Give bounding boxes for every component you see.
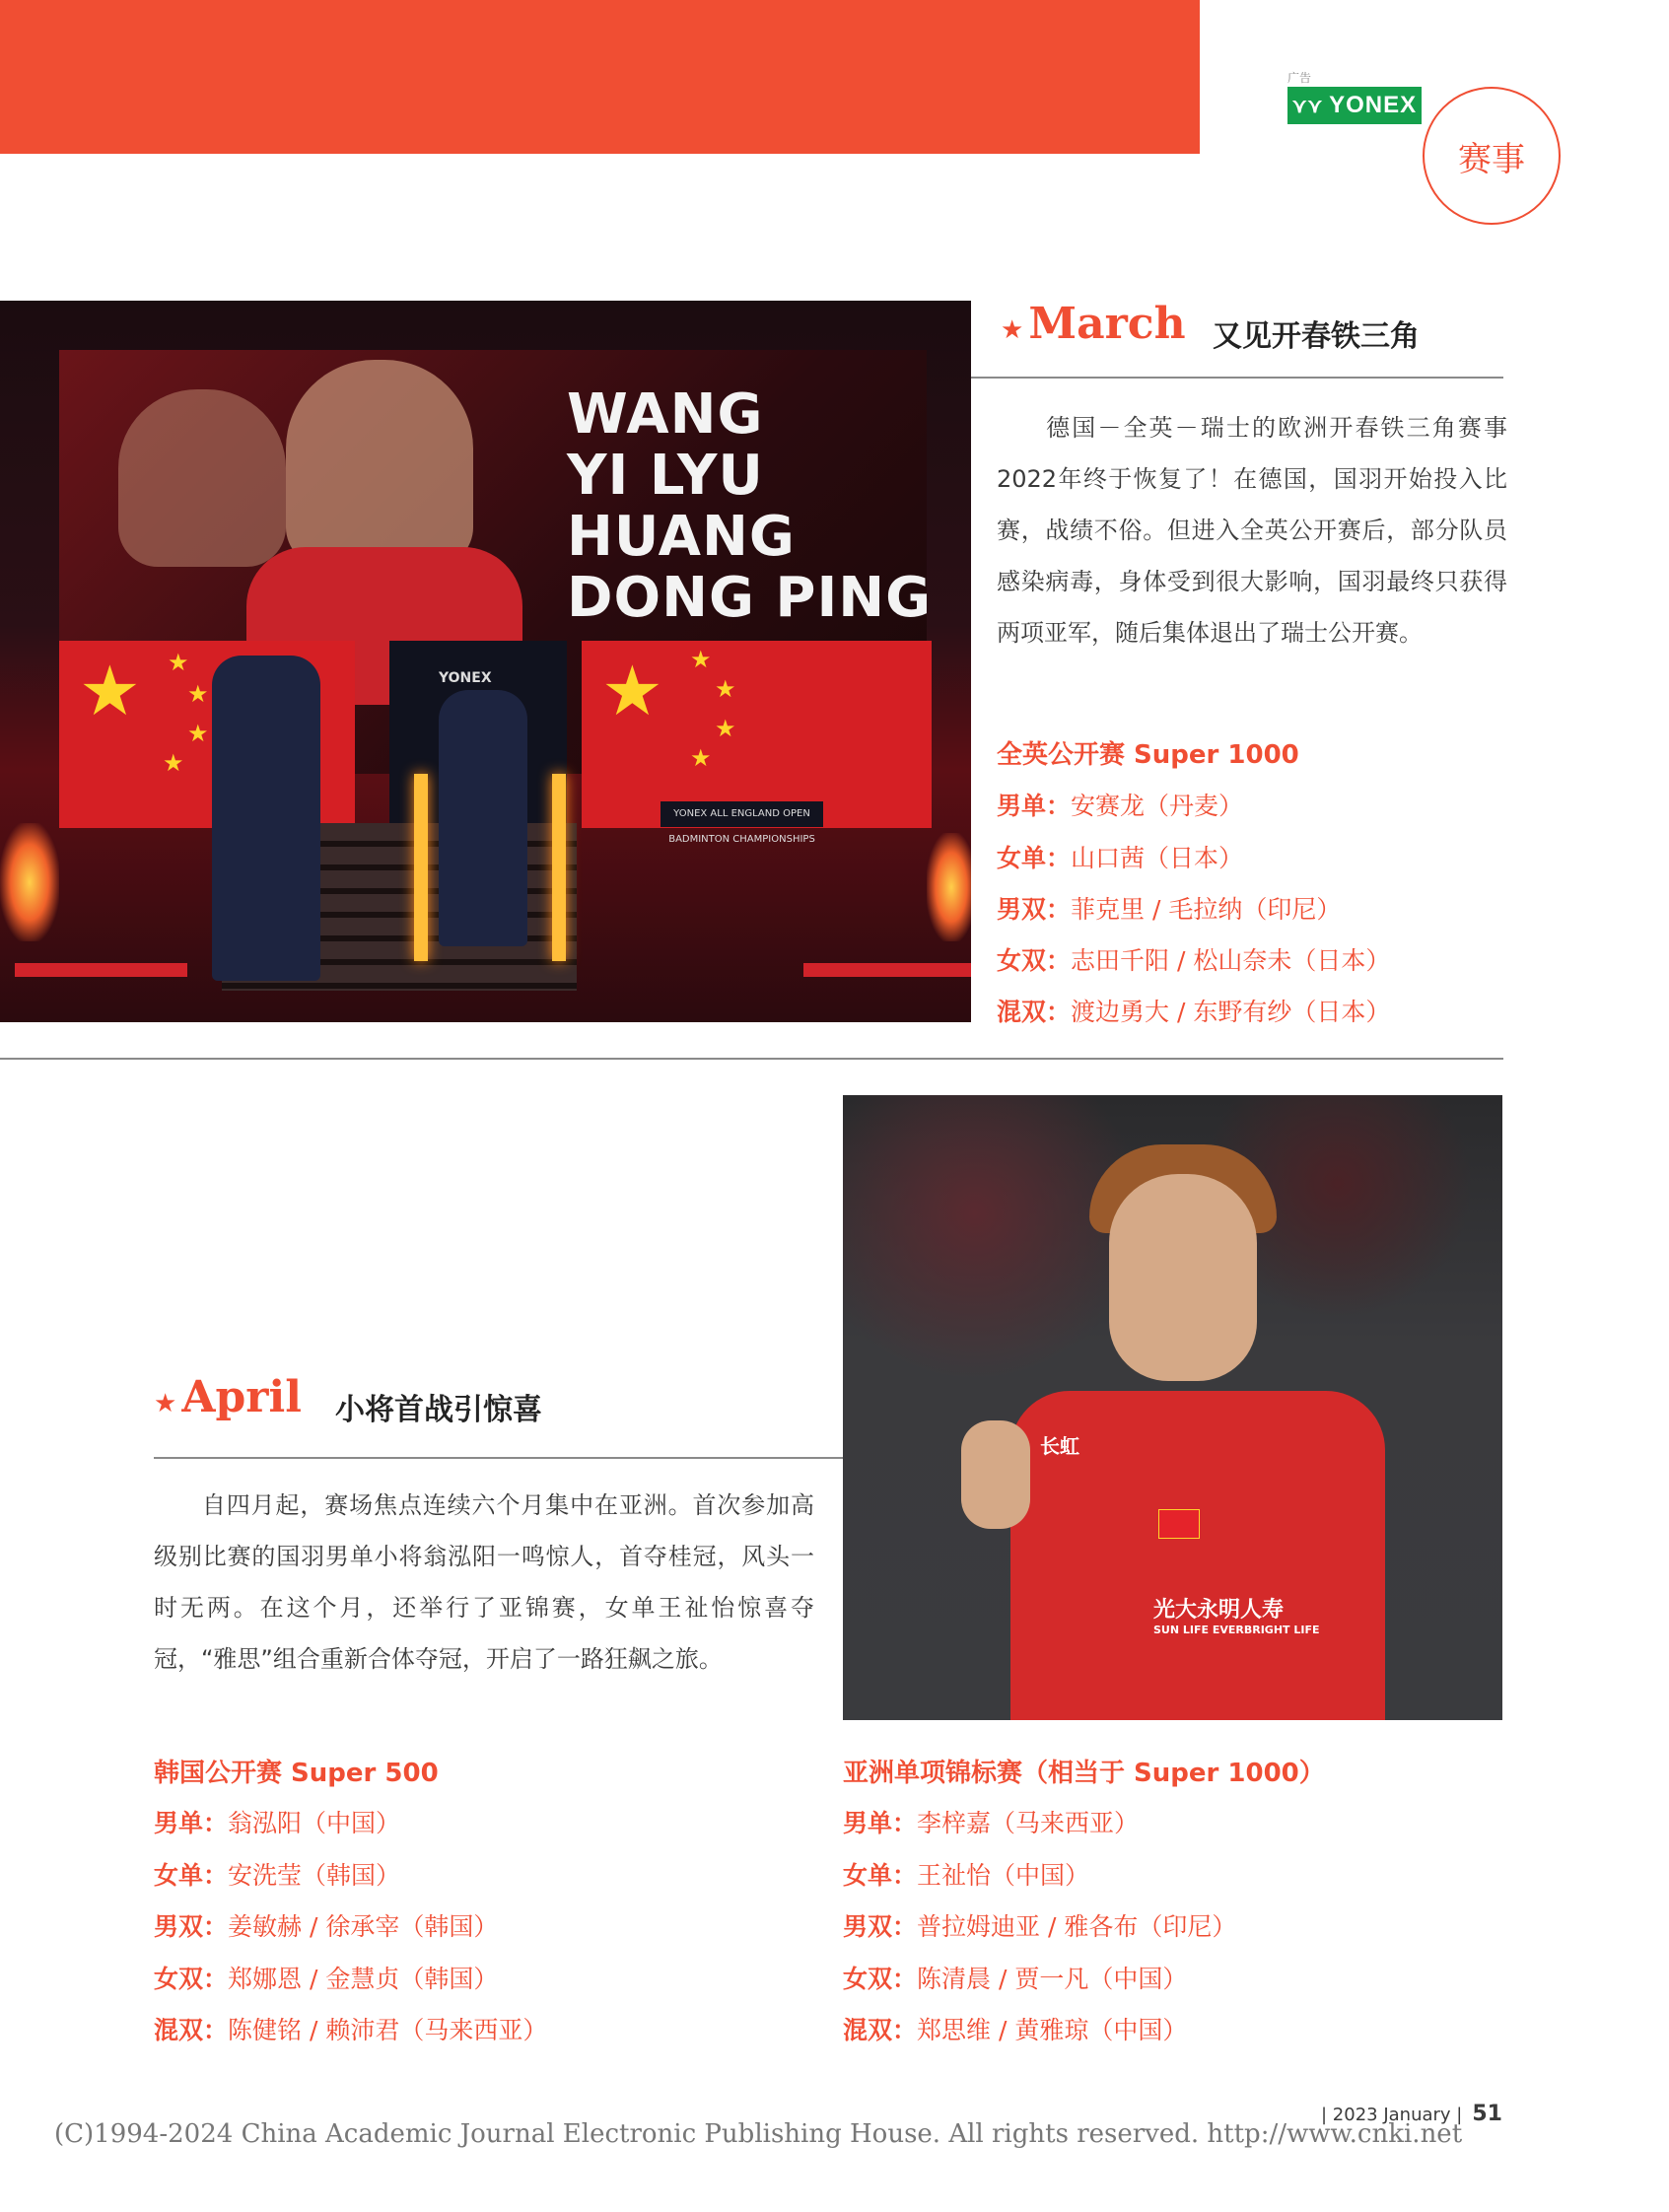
name-line: HUANG — [567, 505, 796, 569]
march-divider — [971, 377, 1503, 379]
march-title: 又见开春铁三角 — [1213, 319, 1420, 354]
flag-star-icon: ★ — [715, 675, 736, 703]
star-icon: ★ — [1001, 315, 1024, 345]
april-body — [154, 1480, 814, 1685]
result-value: 李梓嘉（马来西亚） — [917, 1809, 1140, 1837]
result-value: 志田千阳 / 松山奈未（日本） — [1071, 946, 1391, 975]
led-bar-right — [803, 963, 971, 977]
flag-star-icon: ★ — [601, 651, 663, 731]
result-row — [997, 787, 1243, 822]
flag-star-icon: ★ — [168, 649, 189, 676]
result-row — [154, 1804, 400, 1839]
result-row — [843, 1856, 1089, 1892]
march-tournament: 全英公开赛 Super 1000 — [997, 740, 1299, 770]
result-label: 女单： — [154, 1861, 229, 1890]
star-icon: ★ — [154, 1389, 177, 1418]
thumbs-up-hand — [961, 1420, 1030, 1529]
china-flag-right — [582, 641, 932, 828]
result-label: 混双： — [997, 998, 1072, 1026]
jersey-chest-text: 长虹 — [1040, 1434, 1079, 1458]
result-value: 安洗莹（韩国） — [228, 1861, 401, 1890]
flag-star-icon: ★ — [690, 646, 712, 673]
yonex-mark-icon: ⋎⋎ — [1291, 95, 1324, 117]
april-month: April — [181, 1372, 302, 1422]
led-bar-left — [15, 963, 187, 977]
flame-right — [927, 833, 971, 941]
result-row — [997, 839, 1243, 874]
flag-star-icon: ★ — [187, 720, 209, 747]
copyright-notice: (C)1994-2024 China Academic Journal Electronic Publishing House. All rights reserved. http://www.cnki.net — [54, 2119, 1463, 2149]
player-names — [567, 384, 932, 629]
result-row — [154, 2011, 547, 2046]
korea-tournament: 韩国公开赛 Super 500 — [154, 1759, 439, 1788]
result-label: 男单： — [154, 1809, 229, 1837]
result-row — [843, 1804, 1139, 1839]
name-line: DONG PING — [567, 566, 933, 630]
result-label: 女单： — [997, 844, 1072, 872]
result-row — [997, 993, 1390, 1028]
player-figure-left — [212, 656, 320, 981]
issue-label: | 2023 January | — [1321, 2105, 1463, 2125]
result-value: 普拉姆迪亚 / 雅各布（印尼） — [917, 1912, 1237, 1941]
result-label: 男双： — [843, 1912, 918, 1941]
march-body — [997, 402, 1507, 658]
player-face — [1109, 1174, 1257, 1381]
result-label: 男单： — [997, 792, 1072, 820]
result-value: 菲克里 / 毛拉纳（印尼） — [1071, 895, 1342, 924]
april-divider — [154, 1457, 843, 1459]
result-row — [843, 2011, 1187, 2046]
april-photo — [843, 1095, 1502, 1720]
result-label: 男双： — [997, 895, 1072, 924]
name-line: WANG — [567, 382, 764, 447]
page-number: 51 — [1472, 2102, 1502, 2126]
result-label: 女双： — [997, 946, 1072, 975]
jersey-sponsor — [1153, 1593, 1320, 1636]
result-row — [843, 1907, 1236, 1943]
name-line: YI LYU — [567, 444, 764, 508]
yonex-brand: YONEX — [1329, 92, 1418, 118]
march-body-text: 德国－全英－瑞士的欧洲开春铁三角赛事2022年终于恢复了！在德国，国羽开始投入比赛，战绩不俗。但进入全英公开赛后，部分队员感染病毒，身体受到很大影响，国羽最终只获得两项亚军，随后集体退出了瑞士公开赛。 — [997, 414, 1507, 647]
ad-label: 广告 — [1287, 71, 1312, 85]
asia-tournament: 亚洲单项锦标赛（相当于 Super 1000） — [843, 1759, 1325, 1788]
flame-left — [0, 823, 59, 941]
result-value: 安赛龙（丹麦） — [1071, 792, 1244, 820]
result-label: 女单： — [843, 1861, 918, 1890]
player-figure-right — [439, 690, 527, 946]
result-row — [997, 890, 1341, 926]
result-value: 姜敏赫 / 徐承宰（韩国） — [228, 1912, 499, 1941]
april-title: 小将首战引惊喜 — [335, 1393, 542, 1427]
stage-light — [552, 774, 566, 961]
result-value: 郑思维 / 黄雅琼（中国） — [917, 2016, 1188, 2044]
result-label: 混双： — [843, 2016, 918, 2044]
result-value: 渡边勇大 / 东野有纱（日本） — [1071, 998, 1391, 1026]
entrance-brand: YONEX — [439, 670, 492, 686]
april-body-text: 自四月起，赛场焦点连续六个月集中在亚洲。首次参加高级别比赛的国羽男单小将翁泓阳一鸣惊人，首夺桂冠，风头一时无两。在这个月，还举行了亚锦赛，女单王祉怡惊喜夺冠，“雅思”组合重新合体夺冠，开启了一路狂飙之旅。 — [154, 1491, 814, 1673]
result-row — [843, 1960, 1187, 1995]
section-badge: 赛事 — [1423, 87, 1561, 225]
result-label: 男双： — [154, 1912, 229, 1941]
march-photo — [0, 301, 971, 1022]
event-sign: YONEX ALL ENGLAND OPEN BADMINTON CHAMPIONSHIPS — [661, 801, 823, 827]
result-row — [997, 941, 1390, 977]
flag-star-icon: ★ — [163, 749, 184, 777]
flag-star-icon: ★ — [690, 744, 712, 772]
result-row — [154, 1907, 498, 1943]
result-label: 女双： — [154, 1965, 229, 1993]
april-heading — [154, 1372, 302, 1422]
header-banner — [0, 0, 1200, 154]
flag-star-icon: ★ — [79, 651, 141, 731]
result-row — [154, 1856, 400, 1892]
section-divider — [0, 1058, 1503, 1060]
screen-portrait-left — [118, 389, 286, 567]
yonex-logo — [1287, 87, 1422, 124]
jersey-flag-icon — [1158, 1509, 1200, 1539]
stage-light — [414, 774, 428, 961]
result-value: 陈清晨 / 贾一凡（中国） — [917, 1965, 1188, 1993]
result-value: 王祉怡（中国） — [917, 1861, 1090, 1890]
flag-star-icon: ★ — [187, 680, 209, 708]
sponsor-en: SUN LIFE EVERBRIGHT LIFE — [1153, 1624, 1320, 1636]
march-month: March — [1028, 299, 1186, 349]
result-row — [154, 1960, 498, 1995]
result-label: 男单： — [843, 1809, 918, 1837]
result-value: 翁泓阳（中国） — [228, 1809, 401, 1837]
flag-star-icon: ★ — [715, 715, 736, 742]
march-heading — [1001, 299, 1186, 349]
screen-portrait-right — [286, 360, 473, 567]
result-value: 郑娜恩 / 金慧贞（韩国） — [228, 1965, 499, 1993]
result-value: 陈健铭 / 赖沛君（马来西亚） — [228, 2016, 548, 2044]
result-value: 山口茜（日本） — [1071, 844, 1244, 872]
sponsor-cn: 光大永明人寿 — [1153, 1598, 1285, 1623]
result-label: 混双： — [154, 2016, 229, 2044]
result-label: 女双： — [843, 1965, 918, 1993]
